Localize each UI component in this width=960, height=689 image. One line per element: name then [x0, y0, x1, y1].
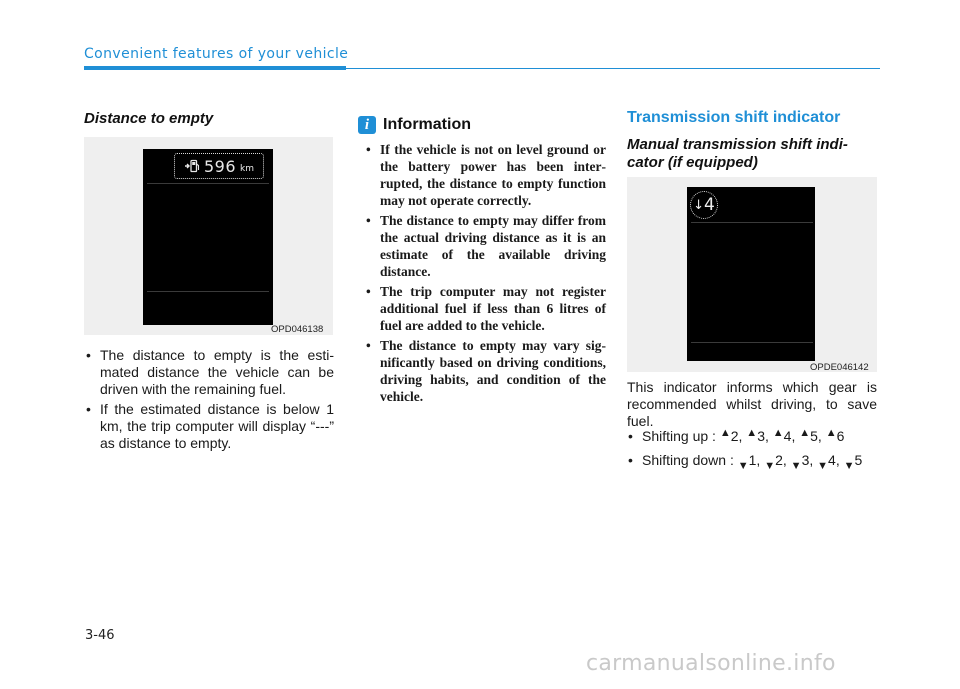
figure-caption: OPD046138: [271, 324, 324, 335]
list-item: • The trip computer may not register additional fuel if less than 6 litres of fuel are added to the vehicle.: [366, 283, 606, 334]
information-title: Information: [383, 116, 471, 133]
list-item: • Shifting up : ▲2, ▲3, ▲4, ▲5, ▲6: [628, 428, 844, 444]
page-number: 3-46: [85, 628, 115, 643]
gear-number: 5: [854, 452, 863, 468]
dte-bullet-list: [86, 347, 334, 455]
fuel-pump-icon: [184, 159, 200, 173]
gear-number: 2: [730, 428, 739, 444]
section-header: Convenient features of your vehicle: [84, 46, 349, 62]
manual-shift-indicator-subtitle: Manual transmission shift indicator (if equipped): [627, 136, 848, 171]
cluster-display: [687, 187, 815, 361]
gear-number: 1: [748, 452, 757, 468]
triangle-up-icon: ▲: [799, 427, 811, 439]
watermark: carmanualsonline.info: [586, 651, 836, 676]
triangle-down-icon: ▼: [817, 460, 829, 472]
transmission-shift-indicator-title: Transmission shift indicator: [627, 109, 841, 126]
gear-value: 4: [704, 194, 715, 215]
dte-readout: [174, 153, 264, 179]
dte-unit: km: [240, 163, 255, 174]
shift-indicator-description: This indicator informs which gear is recommended whilst driving, to save fuel.: [627, 379, 877, 429]
list-item: • The distance to empty may differ from the actual driving distance as it is an estimate of the available driving distance.: [366, 212, 606, 280]
information-bullet-list: [366, 141, 606, 408]
triangle-up-icon: ▲: [746, 427, 758, 439]
display-divider: [147, 183, 269, 184]
shift-indicator-figure: [627, 177, 877, 372]
gear-indicator: [690, 191, 718, 219]
display-divider: [691, 342, 813, 343]
shift-up-label: Shifting up :: [642, 428, 716, 444]
display-divider: [147, 291, 269, 292]
list-item: • The distance to empty may vary significantly based on driving conditions, driving habits, and condition of the vehicle.: [366, 337, 606, 405]
shift-down-list: [628, 452, 863, 472]
list-item: • If the vehicle is not on level ground or the battery power has been interrupted, the distance to empty function may not operate correctly.: [366, 141, 606, 209]
triangle-up-icon: ▲: [825, 427, 837, 439]
dte-value: 596: [203, 156, 237, 176]
triangle-up-icon: ▲: [719, 427, 731, 439]
gear-number: 3: [757, 428, 765, 444]
gear-number: 6: [836, 428, 845, 444]
triangle-down-icon: ▼: [737, 460, 749, 472]
cluster-display: [143, 149, 273, 325]
list-item: • Shifting down : ▼1, ▼2, ▼3, ▼4, ▼5: [628, 452, 862, 468]
distance-to-empty-title: Distance to empty: [84, 110, 214, 127]
gear-number: 4: [783, 428, 792, 444]
gear-number: 3: [801, 452, 810, 468]
list-item: • If the estimated distance is below 1 km, the trip computer will display “---” as distance to empty.: [86, 401, 334, 452]
gear-number: 4: [828, 452, 836, 468]
shift-down-label: Shifting down :: [642, 452, 734, 468]
triangle-down-icon: ▼: [790, 460, 802, 472]
shift-up-list: [628, 428, 844, 444]
list-item: • The distance to empty is the estimated distance the vehicle can be driven with the remaining fuel.: [86, 347, 334, 398]
header-rule-thin: [346, 68, 880, 70]
triangle-down-icon: ▼: [843, 460, 855, 472]
distance-to-empty-figure: [84, 137, 333, 335]
triangle-down-icon: ▼: [764, 460, 776, 472]
header-rule-thick: [84, 66, 346, 70]
arrow-down-icon: ↓: [693, 197, 705, 213]
display-divider: [691, 222, 813, 223]
triangle-up-icon: ▲: [772, 427, 784, 439]
gear-number: 5: [810, 428, 818, 444]
info-icon: i: [358, 116, 376, 134]
figure-caption: OPDE046142: [810, 362, 869, 373]
gear-number: 2: [775, 452, 783, 468]
